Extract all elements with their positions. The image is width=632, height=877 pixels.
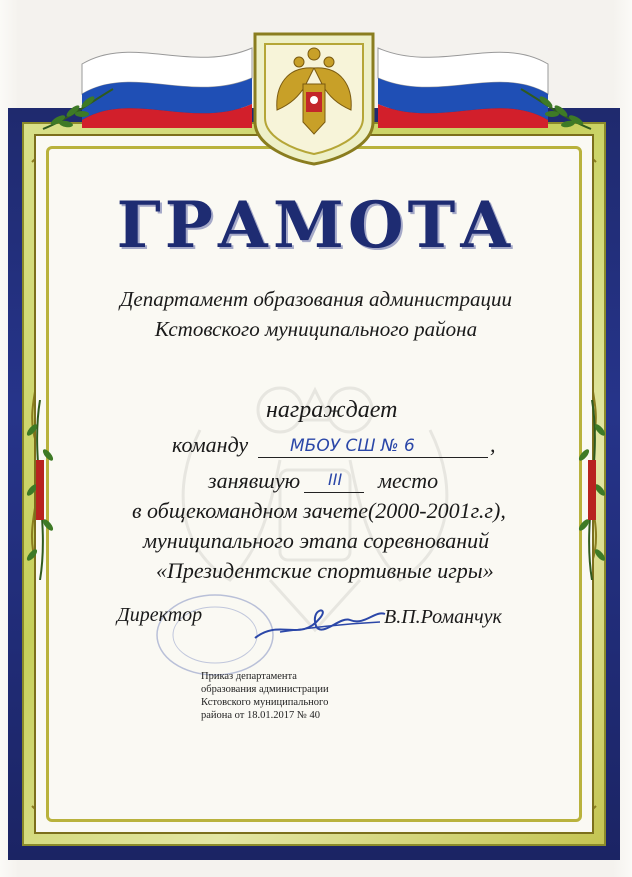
certificate-title: ГРАМОТА [116, 188, 516, 263]
laurel-branch-icon [20, 400, 60, 580]
team-underline [258, 457, 488, 458]
team-suffix: , [490, 432, 496, 457]
order-note-line: образования администрации [201, 684, 329, 695]
awards-word: награждает [266, 397, 398, 423]
place-handwritten: III [328, 470, 343, 489]
took-label: занявшую [208, 468, 301, 493]
director-label: Директор [117, 604, 203, 626]
event-line-2: муниципального этапа соревнований [143, 528, 490, 553]
team-name-handwritten: МБОУ СШ № 6 [290, 436, 415, 456]
laurel-branch-icon [38, 84, 118, 134]
order-note-line: района от 18.01.2017 № 40 [201, 710, 321, 721]
laurel-branch-icon [572, 400, 612, 580]
laurel-branch-icon [516, 84, 596, 134]
team-label: команду [172, 432, 249, 457]
issuer-line-2: Кстовского муниципального района [154, 317, 478, 341]
order-note-line: Кстовского муниципального [201, 697, 329, 708]
order-note-line: Приказ департамента [201, 671, 297, 682]
director-name: В.П.Романчук [384, 606, 502, 628]
place-label: место [378, 468, 439, 493]
russian-coat-of-arms-icon [247, 26, 381, 166]
event-line-1: в общекомандном зачете(2000-2001г.г), [132, 498, 506, 523]
place-underline [304, 492, 364, 493]
issuer-line-1: Департамент образования администрации [120, 287, 512, 311]
order-note [201, 670, 401, 722]
signature-icon [250, 598, 390, 648]
event-line-3: «Президентские спортивные игры» [156, 558, 494, 583]
